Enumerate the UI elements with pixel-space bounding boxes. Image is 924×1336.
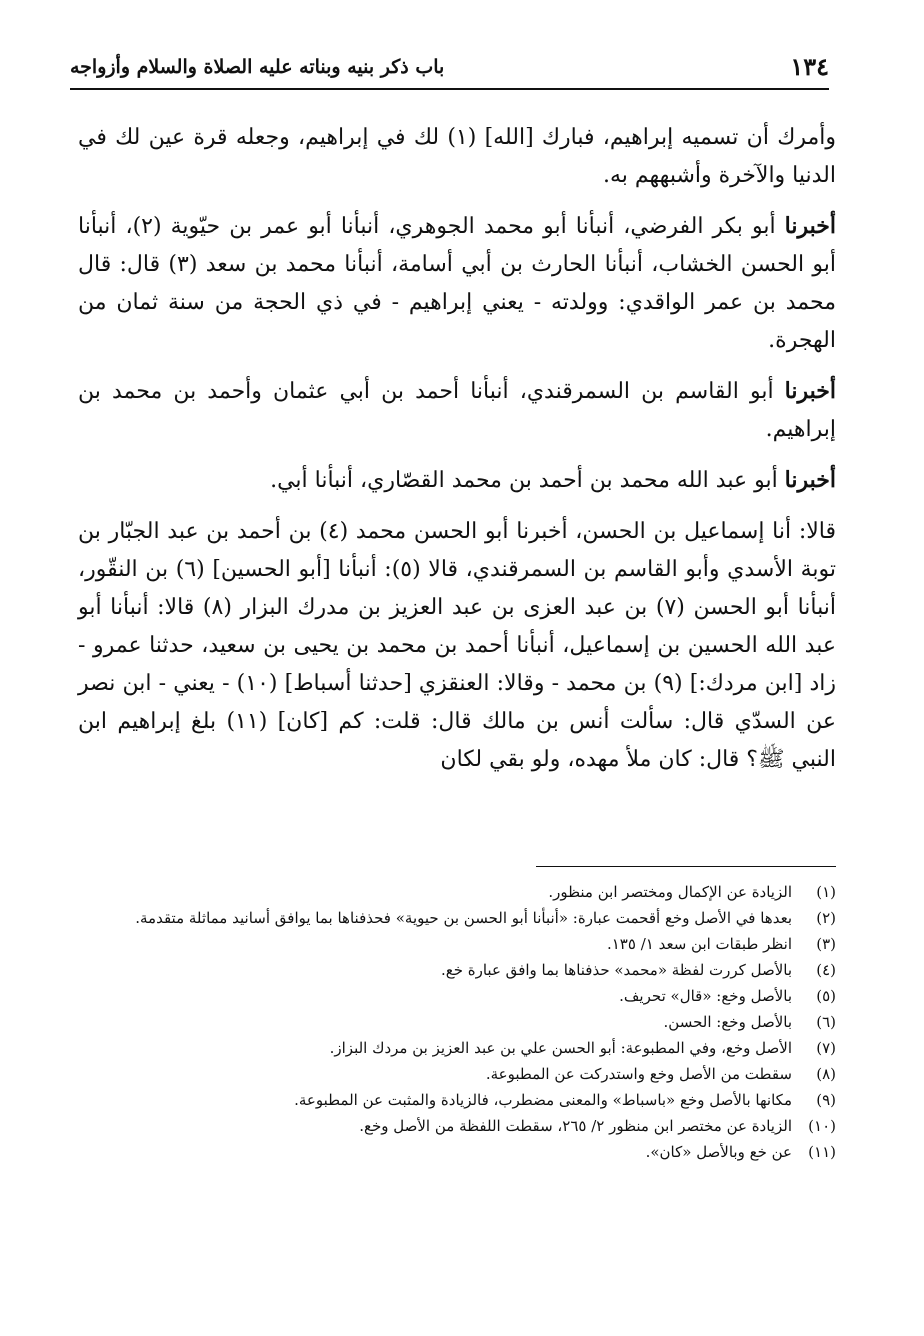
footnote bbox=[78, 1114, 836, 1139]
footnote-text: سقطت من الأصل وخع واستدركت عن المطبوعة. bbox=[485, 1065, 792, 1083]
footnotes bbox=[78, 880, 836, 1166]
footnote bbox=[78, 880, 836, 905]
footnote bbox=[78, 1062, 836, 1087]
paragraph-text: قالا: أنا إسماعيل بن الحسن، أخبرنا أبو الحسن محمد (٤) بن أحمد بن عبد الجبّار بن توبة الأسدي وأبو القاسم بن السمرقندي، قالا (٥): أنبأنا [أبو الحسين] (٦) بن النقّور، أنبأنا أبو الحسن (٧) بن عبد العزى بن عبد العزيز بن مدرك البزار (٨) قالا: أنبأنا أبو عبد الله الحسين بن إسماعيل، أنبأنا أحمد بن محمد بن يحيى بن سعيد، حدثنا عمرو - زاد [ابن مردك:] (٩) بن محمد - وقالا: العنقزي [حدثنا أسباط] (١٠) - يعني - ابن نصر عن السدّي قال: سألت أنس بن مالك قال: قلت: كم [كان] (١١) بلغ إبراهيم ابن النبي ﷺ؟ قال: كان ملأ مهده، ولو بقي لكان bbox=[78, 519, 836, 772]
page-number: ١٣٤ bbox=[790, 52, 829, 81]
footnote bbox=[78, 958, 836, 983]
paragraph-text: أبو القاسم بن السمرقندي، أنبأنا أحمد بن أبي عثمان وأحمد بن محمد بن إبراهيم. bbox=[78, 379, 836, 442]
footnote-separator bbox=[536, 866, 836, 867]
footnote-number: (٥) bbox=[816, 987, 836, 1005]
running-title: باب ذكر بنيه وبناته عليه الصلاة والسلام وأزواجه bbox=[70, 56, 445, 78]
footnote-number: (٧) bbox=[816, 1039, 836, 1057]
footnote-text: بالأصل وخع: الحسن. bbox=[663, 1013, 792, 1031]
paragraph bbox=[78, 461, 836, 500]
footnote-text: بعدها في الأصل وخع أقحمت عبارة: «أنبأنا أبو الحسن بن حيوية» فحذفناها بما يوافق أسانيد مماثلة متقدمة. bbox=[135, 909, 792, 927]
main-text bbox=[78, 118, 836, 791]
footnote-number: (٩) bbox=[816, 1091, 836, 1109]
footnote-number: (٦) bbox=[816, 1013, 836, 1031]
footnote bbox=[78, 1140, 836, 1165]
paragraph bbox=[78, 118, 836, 195]
footnote-text: انظر طبقات ابن سعد ١/ ١٣٥. bbox=[606, 935, 792, 953]
paragraph-text: أبو بكر الفرضي، أنبأنا أبو محمد الجوهري، أنبأنا أبو عمر بن حيّوية (٢)، أنبأنا أبو الحسن الخشاب، أنبأنا الحارث بن أبي أسامة، أنبأنا محمد بن سعد (٣) قال: قال محمد بن عمر الواقدي: وولدته - يعني إبراهيم - في ذي الحجة من سنة ثمان من الهجرة. bbox=[78, 214, 837, 353]
paragraph-lead: أخبرنا bbox=[784, 467, 836, 493]
paragraph-text: أبو عبد الله محمد بن أحمد بن محمد القصّاري، أنبأنا أبي. bbox=[270, 468, 785, 493]
paragraph-lead: أخبرنا bbox=[784, 213, 836, 239]
footnote-text: الأصل وخع، وفي المطبوعة: أبو الحسن علي بن عبد العزيز بن مردك البزاز. bbox=[329, 1039, 792, 1057]
footnote bbox=[78, 1088, 836, 1113]
footnote bbox=[78, 984, 836, 1009]
footnote-number: (٤) bbox=[816, 961, 836, 979]
page-header bbox=[70, 52, 829, 90]
footnote bbox=[78, 932, 836, 957]
footnote-text: الزيادة عن الإكمال ومختصر ابن منظور. bbox=[548, 883, 792, 901]
paragraph-text: وأمرك أن تسميه إبراهيم، فبارك [الله] (١) لك في إبراهيم، وجعله قرة عين لك في الدنيا والآخرة وأشبههم به. bbox=[78, 125, 836, 188]
footnote-text: بالأصل كررت لفظة «محمد» حذفناها بما وافق عبارة خع. bbox=[440, 961, 792, 979]
footnote-number: (١٠) bbox=[808, 1117, 836, 1135]
footnote-number: (٨) bbox=[816, 1065, 836, 1083]
paragraph bbox=[78, 207, 836, 360]
paragraph bbox=[78, 372, 836, 449]
paragraph-lead: أخبرنا bbox=[784, 378, 836, 404]
footnote-text: مكانها بالأصل وخع «باسباط» والمعنى مضطرب، فالزيادة والمثبت عن المطبوعة. bbox=[294, 1091, 792, 1109]
footnote-number: (١) bbox=[816, 883, 836, 901]
footnote-text: عن خع وبالأصل «كان». bbox=[645, 1143, 792, 1161]
footnote bbox=[78, 1036, 836, 1061]
footnote-number: (١١) bbox=[808, 1143, 836, 1161]
footnote-text: بالأصل وخع: «قال» تحريف. bbox=[619, 987, 792, 1005]
footnote-text: الزيادة عن مختصر ابن منظور ٢/ ٢٦٥، سقطت اللفظة من الأصل وخع. bbox=[359, 1117, 792, 1135]
paragraph bbox=[78, 512, 836, 779]
footnote bbox=[78, 1010, 836, 1035]
footnote-number: (٢) bbox=[816, 909, 836, 927]
footnote-number: (٣) bbox=[816, 935, 836, 953]
footnote bbox=[78, 906, 836, 931]
